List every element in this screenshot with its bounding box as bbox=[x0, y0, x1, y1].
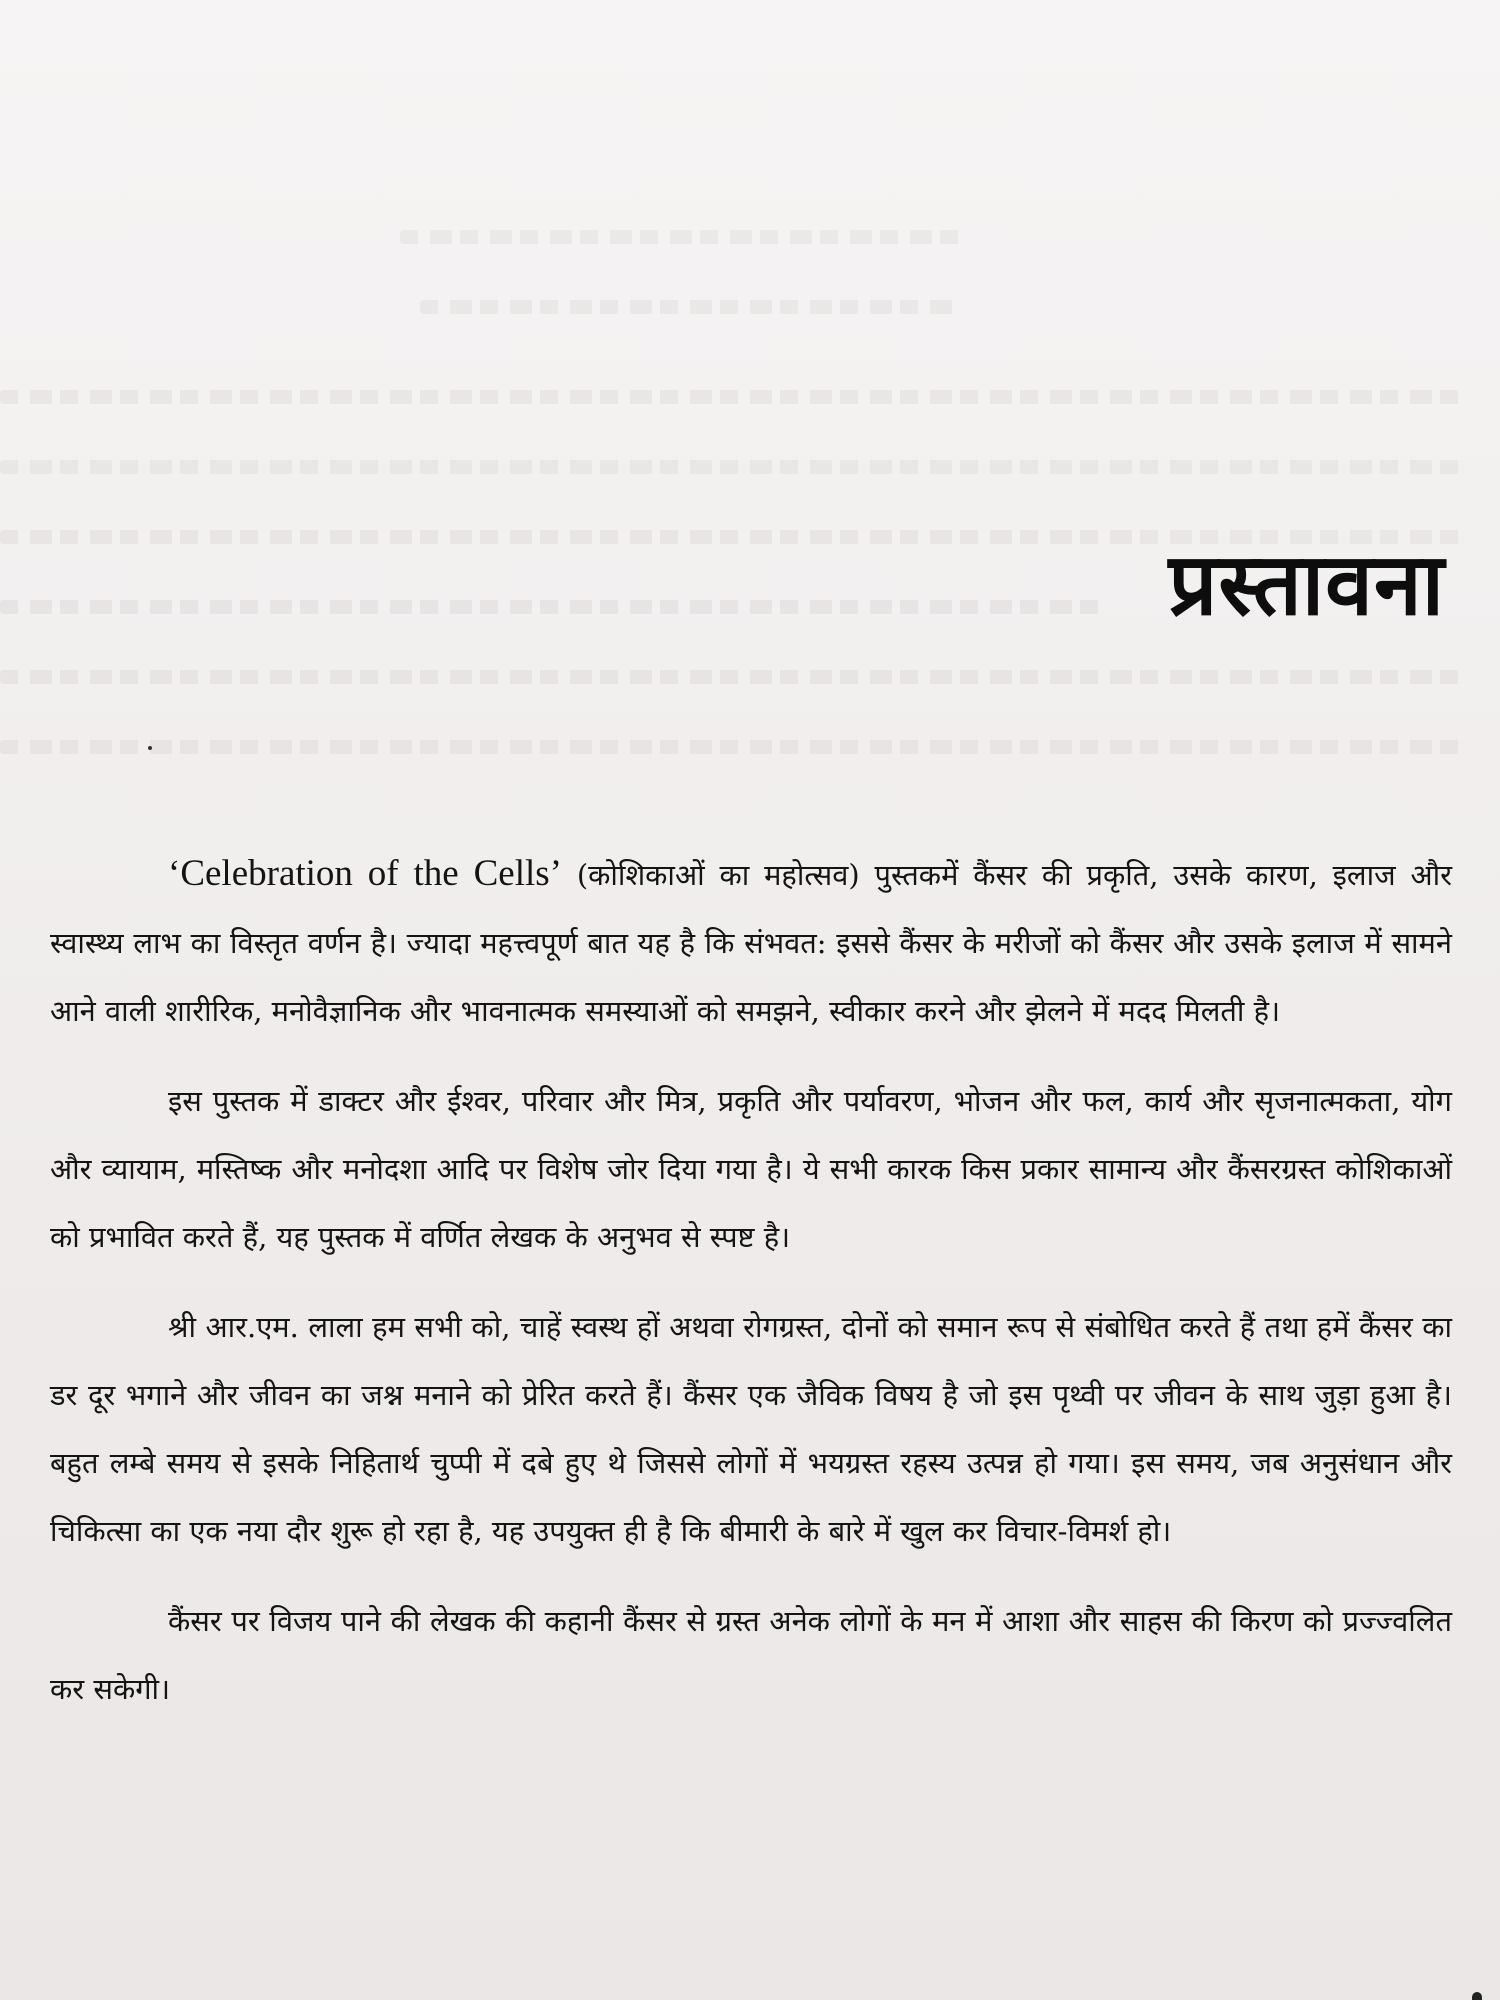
preface-body bbox=[50, 840, 1452, 1745]
paragraph-1-text: (कोशिकाओं का महोत्सव) पुस्तकमें कैंसर की प्रकृति, उसके कारण, इलाज और स्वास्थ्य लाभ का विस्तृत वर्णन है। ज्यादा महत्त्वपूर्ण बात यह है कि संभवत: इससे कैंसर के मरीजों को कैंसर और उसके इलाज में सामने आने वाली शारीरिक, मनोवैज्ञानिक और भावनात्मक समस्याओं को समझने, स्वीकार करने और झेलने में मदद मिलती है। bbox=[50, 858, 1452, 1028]
paragraph-4: कैंसर पर विजय पाने की लेखक की कहानी कैंसर से ग्रस्त अनेक लोगों के मन में आशा और साहस की किरण को प्रज्ज्वलित कर सकेगी। bbox=[50, 1604, 1452, 1706]
paragraph-2: इस पुस्तक में डाक्टर और ईश्वर, परिवार और मित्र, प्रकृति और पर्यावरण, भोजन और फल, कार्य और सृजनात्मकता, योग और व्यायाम, मस्तिष्क और मनोदशा आदि पर विशेष जोर दिया गया है। ये सभी कारक किस प्रकार सामान्य और कैंसरग्रस्त कोशिकाओं को प्रभावित करते हैं, यह पुस्तक में वर्णित लेखक के अनुभव से स्पष्ट है। bbox=[50, 1084, 1452, 1254]
show-through-text bbox=[0, 210, 1500, 770]
print-speck bbox=[148, 746, 152, 750]
paragraph-1 bbox=[50, 840, 1452, 1045]
book-title-english: ‘Celebration of the Cells’ bbox=[168, 853, 562, 894]
paragraph-3: श्री आर.एम. लाला हम सभी को, चाहें स्वस्थ हों अथवा रोगग्रस्त, दोनों को समान रूप से संबोधित करते हैं तथा हमें कैंसर का डर दूर भगाने और जीवन का जश्न मनाने को प्रेरित करते हैं। कैंसर एक जैविक विषय है जो इस पृथ्वी पर जीवन के साथ जुड़ा हुआ है। बहुत लम्बे समय से इसके निहितार्थ चुप्पी में दबे हुए थे जिससे लोगों में भयग्रस्त रहस्य उत्पन्न हो गया। इस समय, जब अनुसंधान और चिकित्सा का एक नया दौर शुरू हो रहा है, यह उपयुक्त ही है कि बीमारी के बारे में खुल कर विचार-विमर्श हो। bbox=[50, 1310, 1452, 1548]
page-title: प्रस्तावना bbox=[1168, 535, 1445, 635]
page-edge-mark bbox=[1472, 1992, 1482, 2000]
